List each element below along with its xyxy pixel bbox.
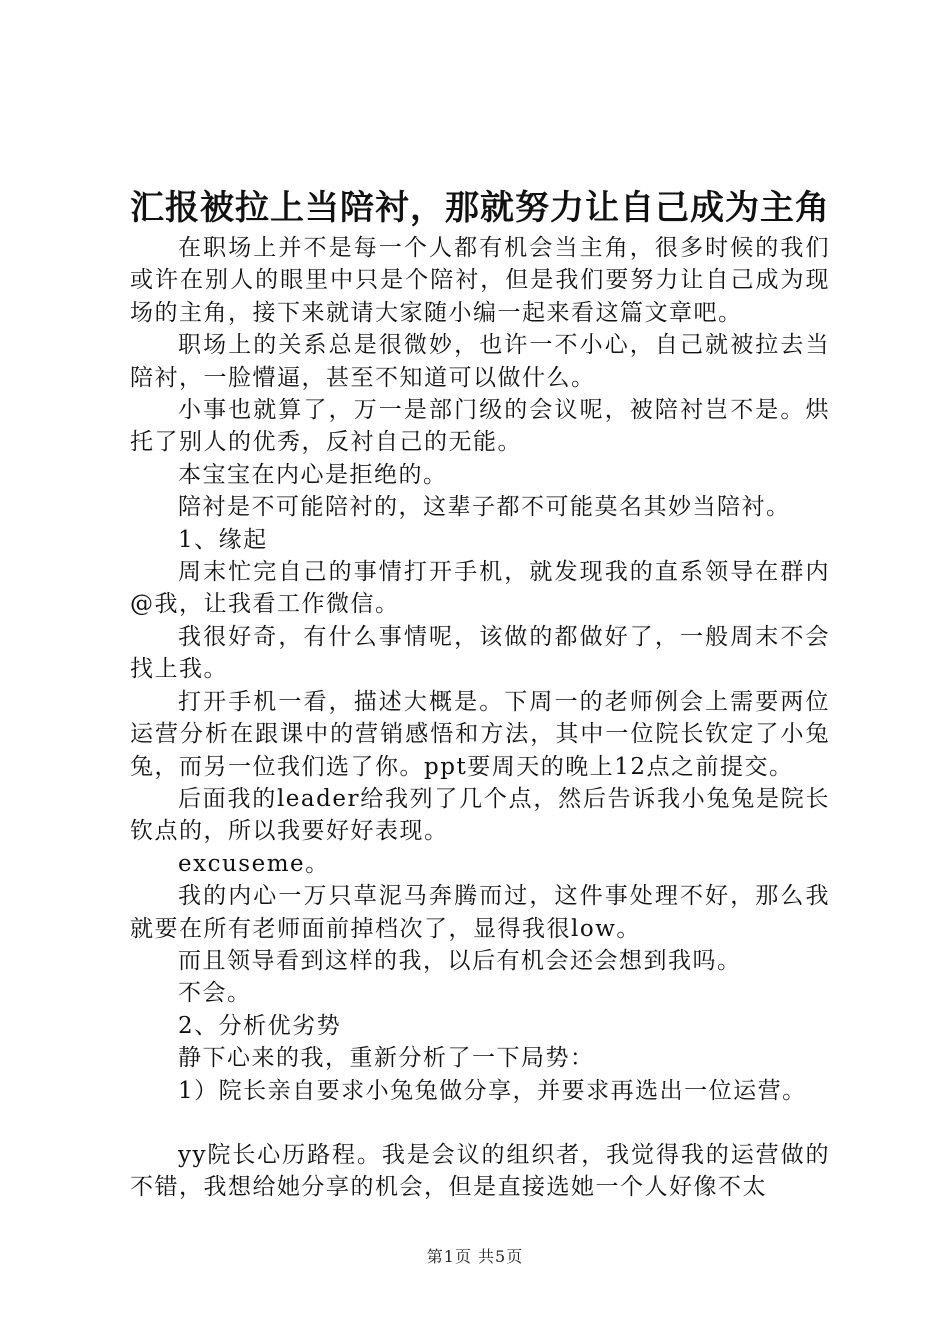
paragraph: 而且领导看到这样的我，以后有机会还会想到我吗。 — [178, 947, 742, 974]
paragraph: yy院长心历路程。我是会议的组织者，我觉得我的运营做的不错，我想给她分享的机会，但是直接选她一个人好像不太 — [130, 1141, 830, 1201]
paragraph: 我很好奇，有什么事情呢，该做的都做好了，一般周末不会找上我。 — [130, 623, 830, 683]
paragraph: 静下心来的我，重新分析了一下局势： — [178, 1045, 595, 1072]
paragraph: 在职场上并不是每一个人都有机会当主角，很多时候的我们或许在别人的眼里中只是个陪衬，但是我们要努力让自己成为现场的主角，接下来就请大家随小编一起来看这篇文章吧。 — [130, 235, 830, 326]
document-body — [130, 232, 830, 1204]
paragraph: 本宝宝在内心是拒绝的。 — [178, 461, 448, 488]
section-heading: 1、缘起 — [178, 526, 268, 553]
paragraph: 小事也就算了，万一是部门级的会议呢，被陪衬岂不是。烘托了别人的优秀，反衬自己的无能。 — [130, 397, 830, 456]
document-title: 汇报被拉上当陪衬，那就努力让自己成为主角 — [130, 188, 830, 228]
paragraph: 职场上的关系总是很微妙，也许一不小心，自己就被拉去当陪衬，一脸懵逼，甚至不知道可以做什么。 — [130, 332, 830, 391]
paragraph: 周末忙完自己的事情打开手机，就发现我的直系领导在群内@我，让我看工作微信。 — [130, 559, 830, 618]
page-footer: 第1页 共5页 — [426, 1247, 524, 1266]
paragraph: 陪衬是不可能陪衬的，这辈子都不可能莫名其妙当陪衬。 — [178, 494, 791, 521]
paragraph: 不会。 — [178, 980, 252, 1007]
paragraph: 1）院长亲自要求小兔兔做分享，并要求再选出一位运营。 — [178, 1077, 807, 1104]
paragraph: excuseme。 — [178, 850, 330, 877]
paragraph: 打开手机一看，描述大概是。下周一的老师例会上需要两位运营分析在跟课中的营销感悟和方法，其中一位院长钦定了小兔兔，而另一位我们选了你。ppt要周天的晚上12点之前提交。 — [130, 688, 830, 780]
paragraph: 后面我的leader给我列了几个点，然后告诉我小兔兔是院长钦点的，所以我要好好表现。 — [130, 785, 830, 845]
section-heading: 2、分析优劣势 — [178, 1012, 342, 1039]
paragraph: 我的内心一万只草泥马奔腾而过，这件事处理不好，那么我就要在所有老师面前掉档次了，显得我很low。 — [130, 883, 830, 942]
